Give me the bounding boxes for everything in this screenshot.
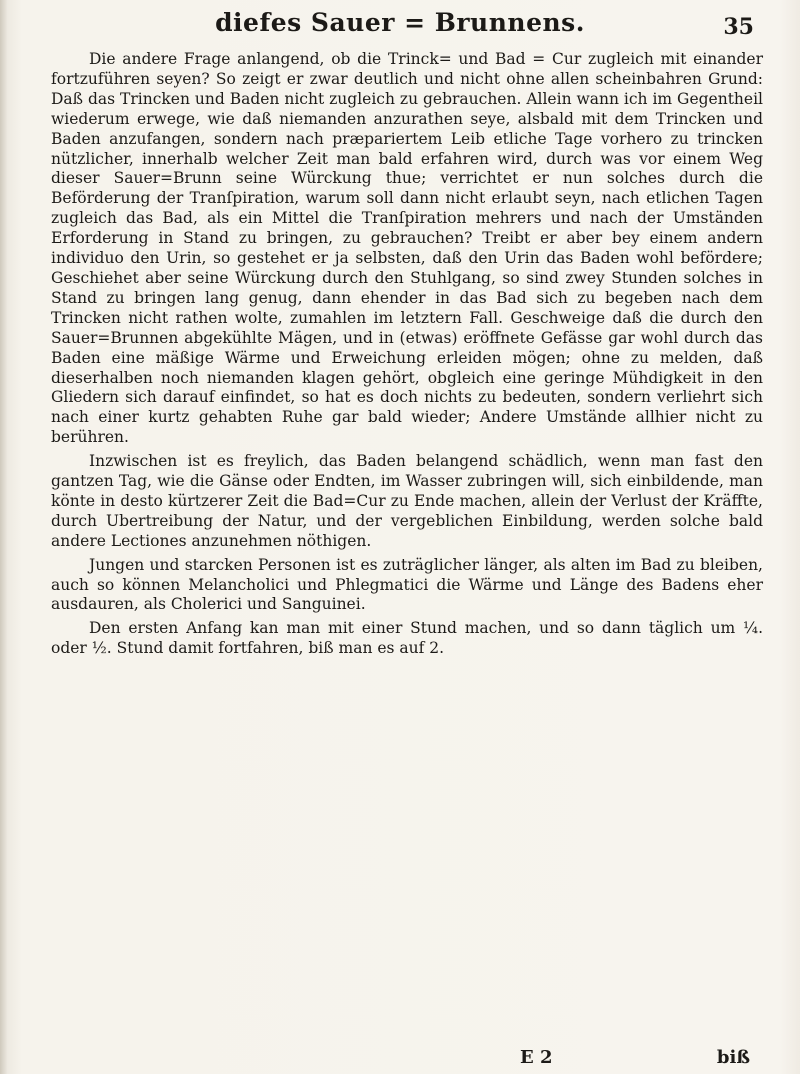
paragraph: Inzwischen ist es freylich, das Baden belangend schädlich, wenn man fast den gantzen Tag, wie die Gänse oder Endten, im Wasser zubringen will, sich einbildende, man könte in desto kürtzerer Zeit die Bad=Cur zu Ende machen, allein der Verlust der Kräffte, durch Ubertreibung der Natur, und der vergeblichen Einbildung, werden solche bald andere Lectiones anzunehmen nöthigen.: [51, 452, 763, 550]
catchword: biß: [716, 1047, 750, 1068]
signature-mark: E 2: [520, 1047, 553, 1068]
page-number: 35: [723, 14, 754, 40]
paragraph: Jungen und starcken Personen ist es zuträglicher länger, als alten im Bad zu bleiben, auch so können Melancholici und Phlegmatici die Wärme und Länge des Badens eher ausdauren, als Cholerici und Sanguinei.: [51, 555, 763, 614]
page-header: [40, 2, 760, 42]
running-title: diefes Sauer = Brunnens.: [215, 8, 585, 37]
paragraph: Die andere Frage anlangend, ob die Trinck= und Bad = Cur zugleich mit einander fortzuführen seyen? So zeigt er zwar deutlich und nicht ohne allen scheinbahren Grund: Daß das Trincken und Baden nicht zugleich zu gebrauchen. Allein wann ich im Gegentheil wiederum erwege, wie daß niemanden anzurathen seye, alsbald mit dem Trincken und Baden anzufangen, sondern nach præpariertem Leib etliche Tage vorhero zu trincken nützlicher, innerhalb welcher Zeit man bald erfahren wird, durch was vor einem Weg dieser Sauer=Brunn seine Würckung thue; verrichtet er nun solches durch die Beförderung der Tranſpiration, warum soll dann nicht erlaubt seyn, nach etlichen Tagen zugleich das Bad, als ein Mittel die Tranſpiration mehrers und nach der Umständen Erforderung in Stand zu bringen, zu gebrauchen? Treibt er aber bey einem andern individuo den Urin, so gestehet er ja selbsten, daß den Urin das Baden wohl befördere; Geschiehet aber seine Würckung durch den Stuhlgang, so sind zwey Stunden solches in Stand zu bringen lang genug, dann ehender in das Bad sich zu begeben nach dem Trincken nicht rathen wolte, zumahlen im letztern Fall. Geschweige daß die durch den Sauer=Brunnen abgekühlte Mägen, und in (etwas) eröffnete Gefässe gar wohl durch das Baden eine mäßige Wärme und Erweichung erleiden mögen; ohne zu melden, daß dieserhalben noch niemanden klagen gehört, obgleich eine geringe Mühdigkeit in den Gliedern sich darauf einfindet, so hat es doch nichts zu bedeuten, sondern verliehrt sich nach einer kurtz gehabten Ruhe gar bald wieder; Andere Umstände allhier nicht zu berühren.: [51, 50, 763, 447]
paragraph: Den ersten Anfang kan man mit einer Stund machen, und so dann täglich um ¼. oder ½. Stund damit fortfahren, biß man es auf 2.: [51, 619, 763, 658]
body-text: [51, 50, 763, 663]
binding-gutter: [0, 0, 8, 1074]
